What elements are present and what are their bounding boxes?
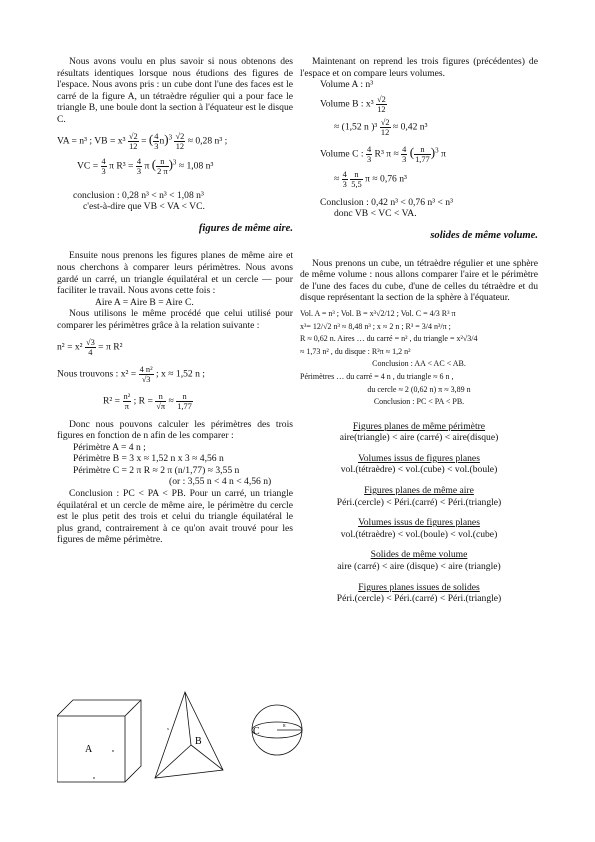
right-para-2: Nous prenons un cube, un tétraèdre régulier et une sphère de même volume : nous allons comparer l'aire et le périmètre de l'une des faces du cube, d'une de celles du tétraèdre et du disque représentant la section de la sphère à l'équateur. (300, 257, 538, 304)
left-intro: Nous avons voulu en plus savoir si nous obtenons des résultats identiques lorsque nous étudions des figures de l'espace. Nous avons pris : un cube dont l'une des faces est le carré de la figure A, un tétraèdre régulier qui a pour face le triangle B, une boule dont la section à l'équateur est le disque C. (57, 56, 293, 125)
tetrahedron-edge-label: x (167, 726, 169, 731)
left-para-2: Ensuite nous prenons les figures planes de même aire et nous cherchons à comparer leurs périmètres. Nous avons gardé un carré, un triangle équilatéral et un cercle — pour faciliter le travail. Nous avons cette fois : (57, 250, 293, 297)
cube-edge-label: n (112, 748, 114, 753)
sphere-label: C (253, 726, 260, 737)
right-column (300, 56, 538, 605)
formula-vc: VC = $\frac{4}{3}$ π R³ = $\frac{4}{3}$ π ( $\frac{n}{2 \pi}$ )$^3$ ≈ 1,08 n³ (77, 156, 214, 176)
volume-b: Volume B : x³ $\frac{√2}{12}$ (320, 94, 386, 114)
aires-equal: Aire A = Aire B = Aire C. (95, 296, 194, 308)
left-para-5: Conclusion : PC < PA < PB. Pour un carré, un triangle équilatéral et un cercle de même aire, le périmètre du cercle est le plus petit des trois et celui du triangle équilatéral le plus grand, contrairement à ce qu'on avait trouvé pour les figures de même périmètre. (57, 488, 293, 546)
perimetre-a: Périmètre A = 4 n ; (73, 441, 146, 453)
left-conclusion-2: c'est-à-dire que VB < VA < VC. (83, 201, 205, 213)
summary-item: Solides de même volume aire (carré) < aire (disque) < aire (triangle) (337, 549, 501, 573)
summary-list (300, 421, 538, 605)
cube (57, 700, 141, 782)
solides-calcul: Vol. A = n³ ; Vol. B = x³√2/12 ; Vol. C = 4/3 R³ π x³= 12/√2 n³ ≈ 8,48 n³ ; x ≈ 2 n ; R³ = 3/4 n³/π ; R ≈ 0,62 n. Aires … du carré = n² , du triangle = x²√3/4 ≈ 1,73 n² , du disque : R²π ≈ 1,2 n² Conclusion : AA < AC < AB. Périmètres … du carré = 4 n , du triangle ≈ 6 n , du cercle ≈ 2 (0,62 n) π ≈ 3,89 n Conclusion : PC < PA < PB. (300, 308, 478, 407)
formula-relation: n² = x² $\frac{√3}{4}$ = π R² (57, 337, 123, 357)
summary-item: Volumes issus de figures planes vol.(tétraèdre) < vol.(boule) < vol.(cube) (340, 517, 498, 540)
tetrahedron (155, 692, 223, 778)
summary-item: Figures planes de même aire Péri.(cercle) < Péri.(carré) < Péri.(triangle) (336, 485, 502, 508)
perimetre-b: Périmètre B = 3 x ≈ 1,52 n x 3 ≈ 4,56 n (73, 453, 224, 465)
summary-item: Figures planes de même périmètre aire(triangle) < aire (carré) < aire(disque) (339, 420, 499, 444)
cube-label: A (85, 744, 93, 755)
section-heading-meme-volume: solides de même volume. (430, 229, 538, 241)
perimetre-or: (or : 3,55 n < 4 n < 4,56 n) (169, 476, 272, 488)
formula-r: R² = $\frac{\text{n²}}{\pi}$ ; R = $\frac{n}{√\pi}$ ≈ $\frac{n}{1,77}$ (103, 391, 192, 411)
left-para-4: Donc nous pouvons calculer les périmètres des trois figures en fonction de n afin de les comparer : (57, 418, 293, 442)
right-intro: Maintenant on reprend les trois figures (précédentes) de l'espace et on compare leurs volumes. (300, 56, 538, 79)
volume-b-approx: ≈ (1,52 n )³ $\frac{√2}{12}$ ≈ 0,42 n³ (334, 117, 428, 137)
left-conclusion-1: conclusion : 0,28 n³ < n³ < 1,08 n³ (73, 189, 204, 201)
volume-c-approx: ≈ $\frac{4}{3}$ $\frac{n}{5,5}$ π ≈ 0,76 n³ (334, 169, 407, 189)
cube-side-label: n (93, 775, 95, 780)
left-para-3: Nous utilisons le même procédé que celui utilisé pour comparer les périmètres grâce à la relation suivante : (57, 308, 293, 331)
right-conclusion-1: Conclusion : 0,42 n³ < 0,76 n³ < n³ (320, 196, 453, 208)
tetrahedron-label: B (195, 736, 202, 747)
sphere-radius-label: R (283, 723, 286, 728)
solids-figure (57, 690, 317, 790)
right-conclusion-2: donc VB < VC < VA. (334, 208, 417, 220)
summary-item: Volumes issus de figures planes vol.(tétraèdre) < vol.(cube) < vol.(boule) (340, 452, 498, 476)
perimetre-c: Périmètre C = 2 π R ≈ 2 π (n/1,77) ≈ 3,55 n (73, 464, 240, 476)
volume-a: Volume A : n³ (320, 79, 374, 91)
formula-va-vb: VA = n³ ; VB = x³ $\frac{√2}{12}$ = ( $\frac{4}{3}$ n)$^3$ $\frac{√2}{12}$ ≈ 0,28 n³ ; (57, 131, 228, 151)
section-heading-meme-aire: figures de même aire. (198, 222, 293, 234)
summary-item: Figures planes issues de solides Péri.(cercle) < Péri.(carré) < Péri.(triangle) (336, 581, 502, 605)
formula-trouvons: Nous trouvons : x² = $\frac{\text{4 n²}}{√3}$ ; x ≈ 1,52 n ; (57, 364, 205, 384)
left-column (57, 56, 293, 546)
volume-c: Volume C : $\frac{4}{3}$ R³ π ≈ $\frac{4}{3}$ ( $\frac{n}{1,77}$ )$^3$ π (320, 144, 446, 164)
